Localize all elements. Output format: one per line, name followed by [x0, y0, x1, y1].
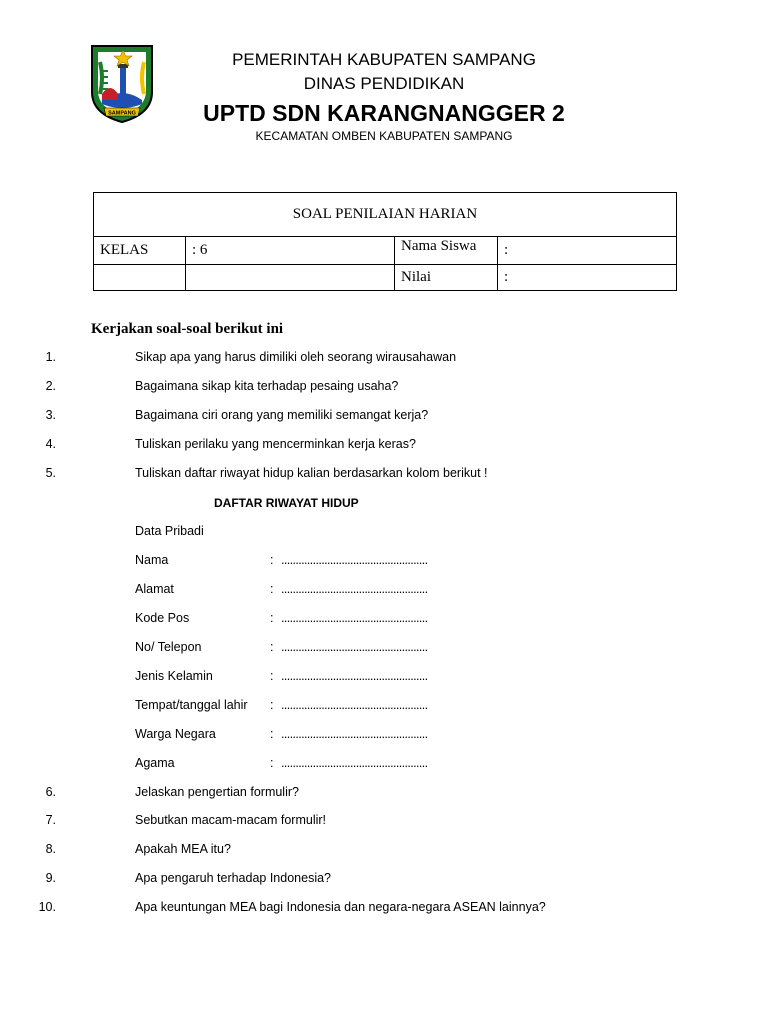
cv-colon: : — [270, 698, 274, 712]
sampang-regency-emblem-icon — [88, 42, 156, 124]
cv-field-label: Agama — [135, 756, 175, 770]
cv-field-label: No/ Telepon — [135, 640, 202, 654]
cv-field-blank[interactable]: ................................................... — [281, 640, 428, 654]
student-info-table — [93, 192, 677, 291]
cv-field-blank[interactable]: ................................................... — [281, 669, 428, 683]
question-text: Apakah MEA itu? — [135, 842, 231, 856]
cv-field-label: Alamat — [135, 582, 174, 596]
header-department: DINAS PENDIDIKAN — [303, 74, 465, 93]
nilai-label: Nilai — [395, 265, 498, 291]
kelas-label: KELAS — [94, 237, 186, 265]
cv-field-blank[interactable]: ................................................... — [281, 611, 428, 625]
header-government: PEMERINTAH KABUPATEN SAMPANG — [232, 50, 536, 69]
question-number: 6. — [45, 785, 56, 799]
emblem-text: SAMPANG — [108, 110, 136, 117]
cv-colon: : — [270, 582, 274, 596]
kelas-value: : 6 — [186, 237, 395, 265]
empty-cell — [94, 265, 186, 291]
question-text: Tuliskan daftar riwayat hidup kalian berdasarkan kolom berikut ! — [135, 466, 488, 480]
question-number: 3. — [45, 408, 56, 422]
cv-field-label: Nama — [135, 553, 169, 567]
question-number: 2. — [45, 379, 56, 393]
question-text: Sebutkan macam-macam formulir! — [135, 813, 327, 827]
cv-colon: : — [270, 553, 274, 567]
cv-colon: : — [270, 669, 274, 683]
empty-cell — [186, 265, 395, 291]
cv-field-blank[interactable]: ................................................... — [281, 582, 428, 596]
cv-colon: : — [270, 640, 274, 654]
cv-colon: : — [270, 727, 274, 741]
question-number: 8. — [45, 842, 56, 856]
cv-field-label: Jenis Kelamin — [135, 669, 213, 683]
nama-siswa-label: Nama Siswa — [395, 237, 498, 265]
cv-subtitle: Data Pribadi — [135, 524, 204, 538]
cv-field-blank[interactable]: ................................................... — [281, 553, 428, 567]
instruction-heading: Kerjakan soal-soal berikut ini — [91, 321, 284, 337]
question-number: 10. — [38, 900, 56, 914]
table-title: SOAL PENILAIAN HARIAN — [94, 193, 677, 237]
nama-siswa-field[interactable]: : — [498, 237, 677, 265]
question-text: Bagaimana ciri orang yang memiliki semangat kerja? — [135, 408, 429, 422]
cv-field-blank[interactable]: ................................................... — [281, 756, 428, 770]
question-number: 7. — [45, 813, 56, 827]
question-text: Jelaskan pengertian formulir? — [135, 785, 299, 799]
header-school-name: UPTD SDN KARANGNANGGER 2 — [203, 100, 565, 126]
cv-field-label: Tempat/tanggal lahir — [135, 698, 248, 712]
question-text: Sikap apa yang harus dimiliki oleh seorang wirausahawan — [135, 350, 457, 364]
cv-field-blank[interactable]: ................................................... — [281, 698, 428, 712]
cv-field-label: Kode Pos — [135, 611, 190, 625]
question-number: 9. — [45, 871, 56, 885]
cv-colon: : — [270, 611, 274, 625]
question-number: 5. — [45, 466, 56, 480]
cv-title: DAFTAR RIWAYAT HIDUP — [214, 496, 359, 510]
question-text: Tuliskan perilaku yang mencerminkan kerja keras? — [135, 437, 416, 451]
nilai-field[interactable]: : — [498, 265, 677, 291]
cv-field-blank[interactable]: ................................................... — [281, 727, 428, 741]
question-text: Apa keuntungan MEA bagi Indonesia dan negara-negara ASEAN lainnya? — [135, 900, 546, 914]
question-text: Apa pengaruh terhadap Indonesia? — [135, 871, 331, 885]
question-text: Bagaimana sikap kita terhadap pesaing usaha? — [135, 379, 399, 393]
cv-colon: : — [270, 756, 274, 770]
cv-field-label: Warga Negara — [135, 727, 216, 741]
header-district: KECAMATAN OMBEN KABUPATEN SAMPANG — [255, 129, 513, 143]
question-number: 1. — [45, 350, 56, 364]
question-number: 4. — [45, 437, 56, 451]
